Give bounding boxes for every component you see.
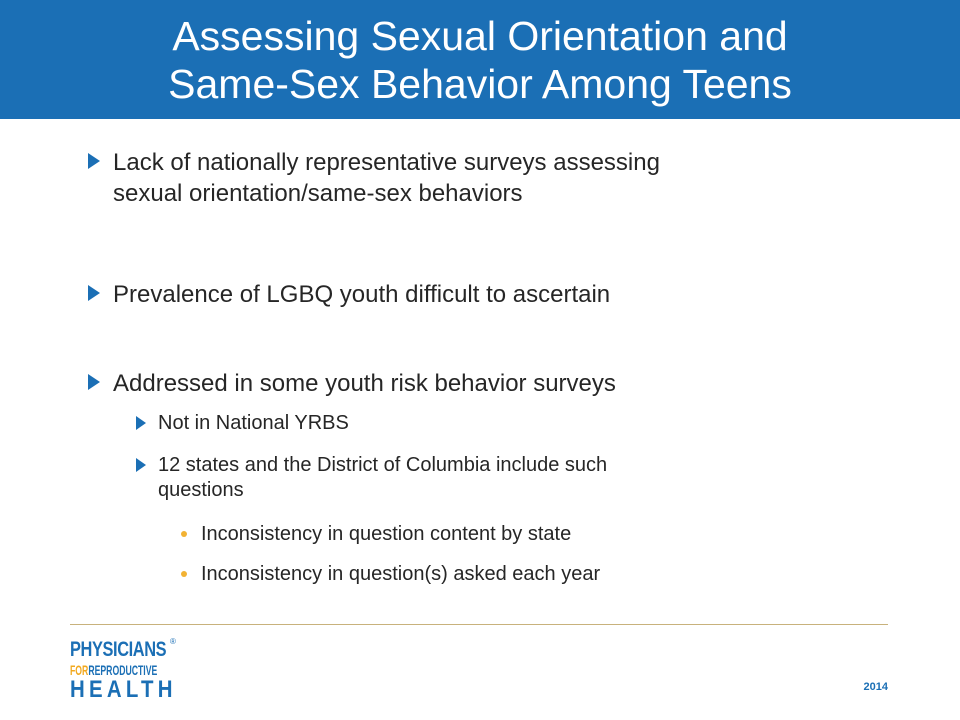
triangle-bullet-icon [88,374,100,390]
logo-word-reproductive: REPRODUCTIVE [88,662,158,678]
sub-sub-bullet-text: Inconsistency in question content by state [201,523,572,545]
registered-mark: ® [170,637,176,646]
bullet-text-line: sexual orientation/same-sex behaviors [113,180,523,207]
triangle-bullet-icon [88,153,100,169]
slide-title-line: Assessing Sexual Orientation and [172,13,788,59]
sub-bullet-item [136,411,349,436]
sub-sub-bullet-item [181,522,571,547]
bullet-text-line: Prevalence of LGBQ youth difficult to ascertain [113,281,611,308]
triangle-bullet-icon [136,458,146,472]
bullet-item [88,147,660,209]
sub-bullet-text [158,453,607,503]
bullet-text-line: Not in National YRBS [158,412,349,434]
bullet-text-line: Lack of nationally representative surveys assessing [113,149,660,176]
bullet-text-line: questions [158,479,244,501]
dot-bullet-icon [181,571,187,577]
sub-bullet-item [136,453,607,503]
triangle-bullet-icon [136,416,146,430]
triangle-bullet-icon [88,285,100,301]
bullet-item [88,368,616,399]
logo-word-for: FOR [70,662,89,678]
logo-line-physicians: PHYSICIANS [70,638,167,661]
bullet-item [88,279,610,310]
bullet-text [113,147,660,209]
footer-year: 2014 [863,681,888,693]
bullet-text-line: Addressed in some youth risk behavior surveys [113,370,616,397]
sub-sub-bullet-text: Inconsistency in question(s) asked each year [201,563,601,585]
bullet-text [113,279,610,310]
physicians-for-reproductive-health-logo [70,639,180,704]
slide-title-line: Same-Sex Behavior Among Teens [168,61,792,107]
bullet-text [113,368,616,399]
sub-sub-bullet-item [181,562,600,587]
logo-line-health: HEALTH [70,676,177,703]
sub-bullet-text [158,411,349,436]
bullet-text-line: 12 states and the District of Columbia include such [158,454,608,476]
footer-divider [70,624,888,625]
dot-bullet-icon [181,531,187,537]
